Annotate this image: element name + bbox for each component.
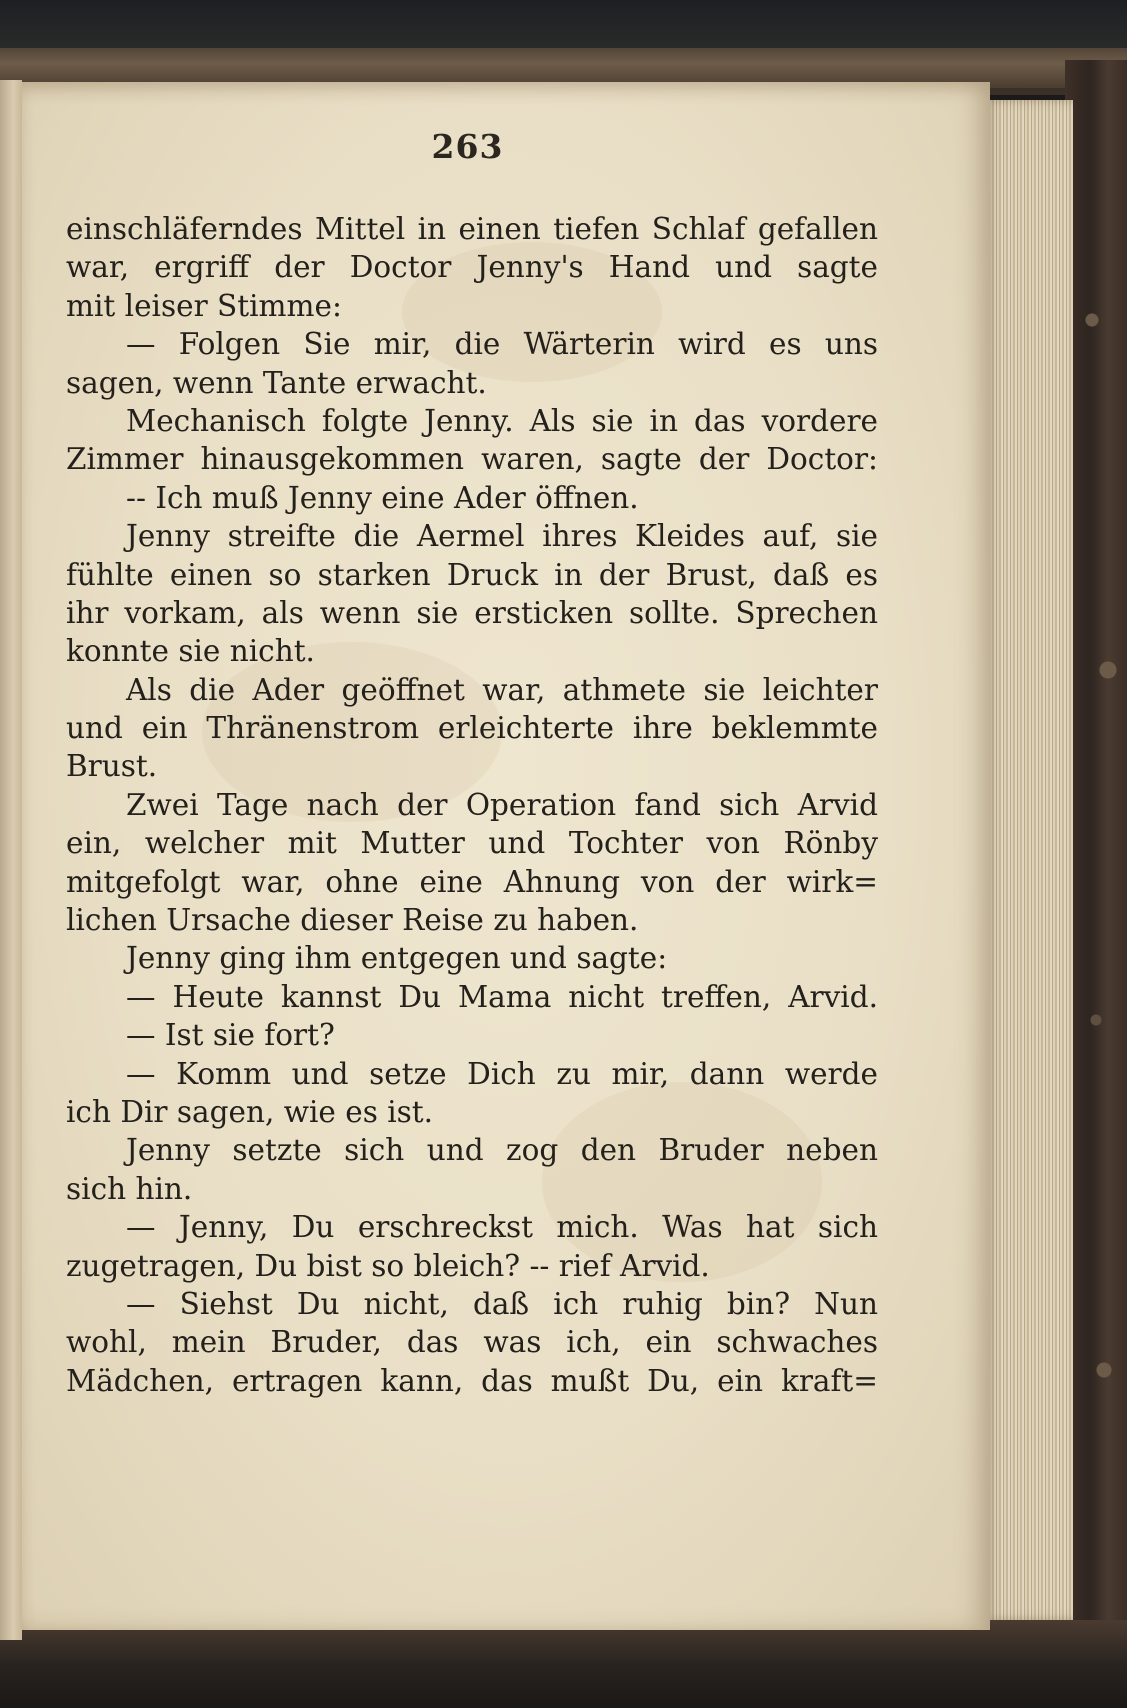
- text-line: zugetragen, Du bist so bleich? -- rief Arvid.: [66, 1248, 710, 1283]
- text-line: mit leiser Stimme:: [66, 288, 342, 323]
- text-line: — Folgen Sie mir, die Wärterin wird es uns: [126, 327, 878, 362]
- page-number: 263: [431, 127, 504, 166]
- cover-wear-marks: [1080, 180, 1120, 1580]
- text-line: und ein Thränenstrom erleichterte ihre beklemmte: [66, 711, 878, 746]
- text-line: konnte sie nicht.: [66, 634, 315, 669]
- text-line: war, ergriff der Doctor Jenny's Hand und sagte: [66, 250, 878, 285]
- text-line: wohl, mein Bruder, das was ich, ein schwaches: [66, 1325, 878, 1360]
- book-cover-bottom: [0, 1620, 1127, 1708]
- text-line: ich Dir sagen, wie es ist.: [66, 1094, 434, 1129]
- text-line: Mechanisch folgte Jenny. Als sie in das vordere: [126, 403, 878, 438]
- text-line: Zimmer hinausgekommen waren, sagte der Doctor:: [66, 442, 878, 477]
- text-line: Zwei Tage nach der Operation fand sich Arvid: [126, 787, 878, 822]
- text-line: sagen, wenn Tante erwacht.: [66, 365, 487, 400]
- text-line: — Heute kannst Du Mama nicht treffen, Arvid.: [126, 979, 878, 1014]
- text-line: ein, welcher mit Mutter und Tochter von Rönby: [66, 826, 878, 861]
- text-line: fühlte einen so starken Druck in der Brust, daß es: [66, 557, 878, 592]
- text-line: — Siehst Du nicht, daß ich ruhig bin? Nun: [126, 1286, 878, 1321]
- text-line: — Komm und setze Dich zu mir, dann werde: [126, 1056, 878, 1091]
- text-line: lichen Ursache dieser Reise zu haben.: [66, 903, 639, 938]
- text-line: Jenny streifte die Aermel ihres Kleides auf, sie: [126, 519, 878, 554]
- text-line: einschläferndes Mittel in einen tiefen Schlaf gefallen: [66, 212, 878, 246]
- text-line: Als die Ader geöffnet war, athmete sie leichter: [126, 672, 878, 707]
- text-line: sich hin.: [66, 1171, 193, 1206]
- text-line: Jenny setzte sich und zog den Bruder neben: [126, 1133, 878, 1168]
- text-line: — Jenny, Du erschreckst mich. Was hat sich: [126, 1210, 878, 1245]
- text-line: mitgefolgt war, ohne eine Ahnung von der wirk=: [66, 864, 878, 899]
- page-stack-edges: [985, 100, 1073, 1620]
- previous-page-edge: [0, 80, 22, 1640]
- text-line: Mädchen, ertragen kann, das mußt Du, ein kraft=: [66, 1363, 878, 1398]
- body-text: [66, 210, 878, 1400]
- text-line: Jenny ging ihm entgegen und sagte:: [126, 941, 668, 976]
- text-line: ihr vorkam, als wenn sie ersticken sollte. Sprechen: [66, 595, 878, 630]
- text-line: — Ist sie fort?: [126, 1018, 335, 1053]
- text-line: Brust.: [66, 749, 158, 784]
- text-line: -- Ich muß Jenny eine Ader öffnen.: [126, 480, 639, 515]
